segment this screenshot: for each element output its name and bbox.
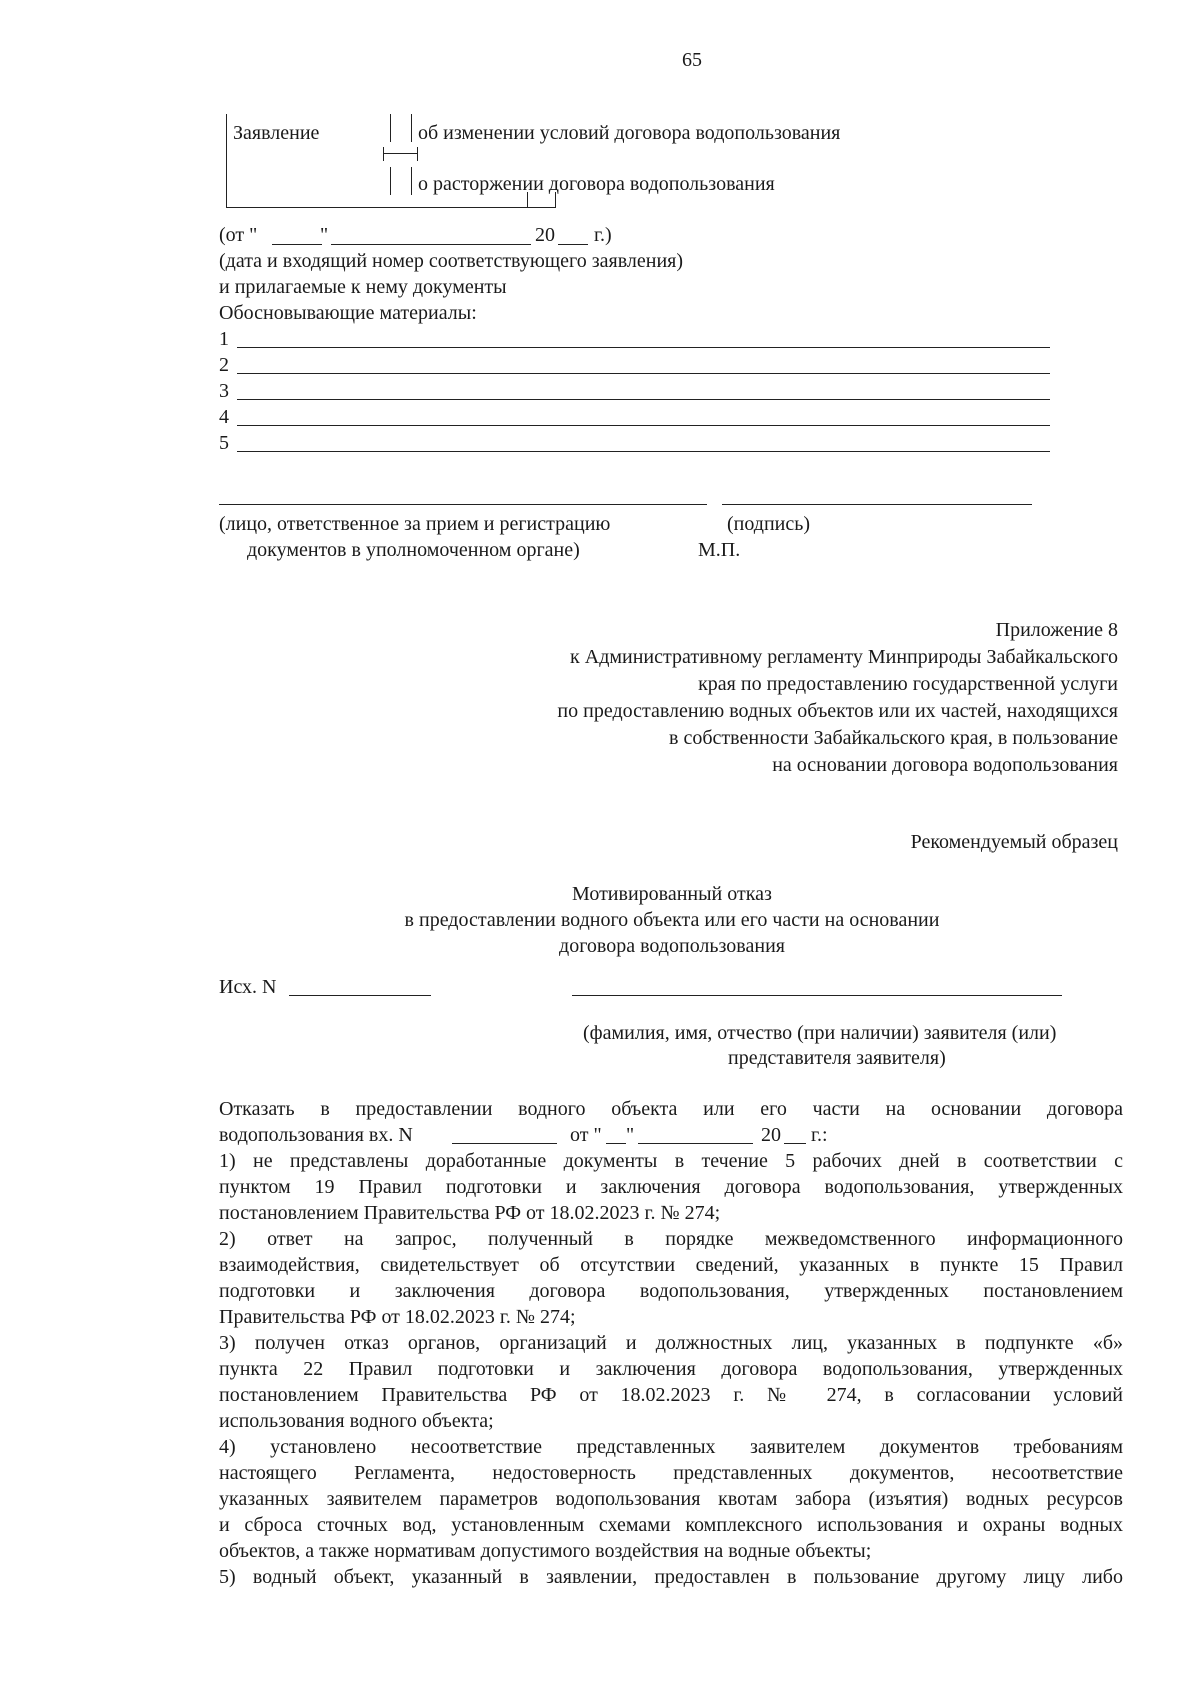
list-item-blank: [237, 451, 1050, 452]
reason-2-line: 2) ответ на запрос, полученный в порядке межведомственного информационного: [219, 1228, 1123, 1250]
reason-4-line: 4) установлено несоответствие представленных заявителем документов требованиям: [219, 1436, 1123, 1458]
reason-3-line: использования водного объекта;: [219, 1410, 494, 1432]
reason-2-line: Правительства РФ от 18.02.2023 г. № 274;: [219, 1306, 576, 1328]
reason-1-line: постановлением Правительства РФ от 18.02.2023 г. № 274;: [219, 1202, 721, 1224]
applicant-name-blank: [572, 995, 1062, 996]
appendix-line: к Административному регламенту Минприроды Забайкальского: [570, 646, 1118, 668]
reason-5-line: 5) водный объект, указанный в заявлении, предоставлен в пользование другому лицу либо: [219, 1566, 1123, 1588]
checkbox-change-left: [390, 114, 391, 142]
seal-caption: М.П.: [698, 539, 741, 561]
heading-line: в предоставлении водного объекта или его части на основании: [404, 909, 940, 931]
list-item-number: 1: [219, 328, 229, 350]
reason-2-line: взаимодействия, свидетельствует об отсутствии сведений, указанных в пункте 15 Правил: [219, 1254, 1123, 1276]
refusal-suffix: г.:: [811, 1124, 828, 1146]
checkbox-separator-right: [417, 147, 418, 161]
list-item-blank: [237, 373, 1050, 374]
appendix-line: по предоставлению водных объектов или их частей, находящихся: [557, 700, 1118, 722]
heading-line: Мотивированный отказ: [572, 883, 772, 905]
appendix-title: Приложение 8: [995, 619, 1118, 641]
box-left-border: [226, 114, 227, 208]
outgoing-number-blank: [289, 995, 431, 996]
checkbox-terminate-left: [390, 167, 391, 195]
box-bottom-border: [226, 207, 556, 208]
refusal-incoming-label: водопользования вх. N: [219, 1124, 413, 1146]
checkbox-separator: [383, 153, 418, 154]
refusal-year-blank: [784, 1143, 806, 1144]
date-year-blank: [558, 244, 588, 245]
date-caption: (дата и входящий номер соответствующего заявления): [219, 250, 684, 272]
refusal-from: от ": [570, 1124, 602, 1146]
list-item-number: 2: [219, 354, 229, 376]
refusal-year: 20: [761, 1124, 781, 1146]
option-terminate: о расторжении договора водопользования: [418, 173, 775, 195]
reason-1-line: пунктом 19 Правил подготовки и заключения договора водопользования, утвержденных: [219, 1176, 1123, 1198]
outgoing-number-label: Исх. N: [219, 976, 277, 998]
reason-4-line: и сброса сточных вод, установленным схемами комплексного использования и охраны водных: [219, 1514, 1123, 1536]
option-change-terms: об изменении условий договора водопользования: [418, 122, 841, 144]
checkbox-terminate-right: [411, 167, 412, 195]
person-line: [219, 504, 707, 505]
reason-4-line: указанных заявителем параметров водопользования квотам забора (изъятия) водных ресурсов: [219, 1488, 1123, 1510]
recommended-sample: Рекомендуемый образец: [910, 831, 1118, 853]
signature-line: [722, 504, 1032, 505]
checkbox-separator-left: [383, 147, 384, 161]
list-item-blank: [237, 425, 1050, 426]
list-item-number: 3: [219, 380, 229, 402]
reason-3-line: 3) получен отказ органов, организаций и должностных лиц, указанных в подпункте «б»: [219, 1332, 1123, 1354]
refusal-quote: ": [626, 1124, 635, 1146]
date-month-blank: [331, 244, 531, 245]
list-item-number: 4: [219, 406, 229, 428]
reason-3-line: постановлением Правительства РФ от 18.02.2023 г. № 274, в согласовании условий: [219, 1384, 1123, 1406]
date-day-blank: [272, 244, 322, 245]
applicant-caption-2: представителя заявителя): [728, 1047, 946, 1069]
reason-4-line: объектов, а также нормативам допустимого воздействия на водные объекты;: [219, 1540, 872, 1562]
materials-title: Обосновывающие материалы:: [219, 302, 477, 324]
list-item-blank: [237, 399, 1050, 400]
reason-1-line: 1) не представлены доработанные документы в течение 5 рабочих дней в соответствии с: [219, 1150, 1123, 1172]
person-caption-1: (лицо, ответственное за прием и регистрацию: [219, 513, 611, 535]
checkbox-change-right: [411, 114, 412, 142]
list-item-number: 5: [219, 432, 229, 454]
application-label: Заявление: [233, 122, 320, 144]
reason-4-line: настоящего Регламента, недостоверность представленных документов, несоответствие: [219, 1462, 1123, 1484]
heading-line: договора водопользования: [559, 935, 785, 957]
attached-docs: и прилагаемые к нему документы: [219, 276, 507, 298]
reason-3-line: пункта 22 Правил подготовки и заключения договора водопользования, утвержденных: [219, 1358, 1123, 1380]
incoming-number-blank: [452, 1143, 557, 1144]
signature-caption: (подпись): [727, 513, 811, 535]
appendix-line: в собственности Забайкальского края, в пользование: [669, 727, 1118, 749]
appendix-line: края по предоставлению государственной услуги: [698, 673, 1118, 695]
refusal-month-blank: [638, 1143, 753, 1144]
person-caption-2: документов в уполномоченном органе): [247, 539, 580, 561]
date-year: 20: [535, 224, 555, 246]
reason-2-line: подготовки и заключения договора водопользования, утвержденных постановлением: [219, 1280, 1123, 1302]
date-quote: ": [320, 224, 329, 246]
page-number: 65: [682, 49, 702, 71]
date-prefix: (от ": [219, 224, 258, 246]
refusal-line-1: Отказать в предоставлении водного объекта или его части на основании договора: [219, 1098, 1123, 1120]
date-suffix: г.): [594, 224, 612, 246]
applicant-caption-1: (фамилия, имя, отчество (при наличии) заявителя (или): [583, 1022, 1057, 1044]
refusal-day-blank: [606, 1143, 626, 1144]
appendix-line: на основании договора водопользования: [772, 754, 1118, 776]
list-item-blank: [237, 347, 1050, 348]
